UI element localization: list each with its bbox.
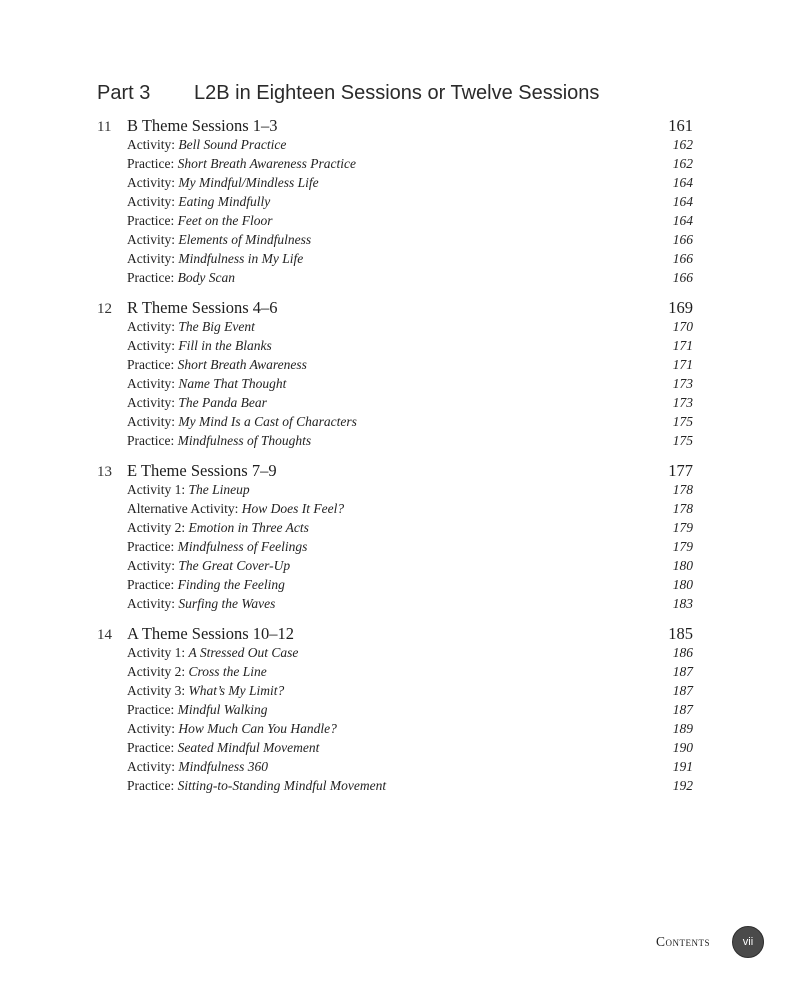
entry-title: Eating Mindfully — [178, 194, 271, 209]
entry-text — [127, 175, 633, 191]
toc-entry[interactable] — [97, 778, 693, 797]
entry-text — [127, 702, 633, 718]
entry-text — [127, 539, 633, 555]
toc-entry[interactable] — [97, 645, 693, 664]
entry-text — [127, 433, 633, 449]
toc-entry[interactable] — [97, 596, 693, 615]
entry-title: Mindfulness in My Life — [178, 251, 304, 266]
entry-type-label: Activity: — [127, 721, 175, 736]
entry-title: Finding the Feeling — [177, 577, 285, 592]
chapter-block — [97, 298, 693, 452]
toc-entry[interactable] — [97, 702, 693, 721]
toc-entry[interactable] — [97, 577, 693, 596]
entry-title: My Mindful/Mindless Life — [178, 175, 319, 190]
toc-entry[interactable] — [97, 683, 693, 702]
entry-type-label: Activity: — [127, 137, 175, 152]
entry-title: Short Breath Awareness Practice — [177, 156, 356, 171]
toc-entry[interactable] — [97, 482, 693, 501]
entry-title: Emotion in Three Acts — [188, 520, 309, 535]
toc-entry[interactable] — [97, 270, 693, 289]
entry-title: Elements of Mindfulness — [178, 232, 312, 247]
chapter-heading[interactable] — [97, 624, 693, 645]
toc-entry[interactable] — [97, 175, 693, 194]
entry-text — [127, 319, 633, 335]
entry-type-label: Activity: — [127, 376, 175, 391]
chapter-page-number: 177 — [668, 461, 693, 480]
entry-title: Cross the Line — [188, 664, 267, 679]
entry-page-number: 175 — [672, 433, 693, 448]
toc-entry[interactable] — [97, 520, 693, 539]
chapter-number: 11 — [97, 119, 112, 135]
entry-page-number: 173 — [672, 376, 693, 391]
chapter-number: 12 — [97, 301, 112, 317]
entry-title: A Stressed Out Case — [188, 645, 299, 660]
page-footer — [656, 926, 764, 958]
entry-page-number: 183 — [672, 596, 693, 611]
entry-type-label: Activity: — [127, 395, 175, 410]
chapter-number: 14 — [97, 627, 112, 643]
chapter-title: B Theme Sessions 1–3 — [127, 116, 278, 135]
entry-title: The Lineup — [188, 482, 250, 497]
entry-title: Surfing the Waves — [178, 596, 276, 611]
entry-type-label: Practice: — [127, 213, 175, 228]
chapter-block — [97, 116, 693, 289]
entry-page-number: 179 — [672, 520, 693, 535]
entry-type-label: Activity: — [127, 558, 175, 573]
entry-title: Short Breath Awareness — [177, 357, 307, 372]
entry-type-label: Practice: — [127, 577, 175, 592]
entry-text — [127, 414, 633, 430]
entry-page-number: 192 — [672, 778, 693, 793]
entry-type-label: Practice: — [127, 740, 175, 755]
entry-title: The Panda Bear — [178, 395, 267, 410]
entry-type-label: Activity 1: — [127, 645, 186, 660]
toc-entry[interactable] — [97, 395, 693, 414]
entry-text — [127, 376, 633, 392]
chapter-title: A Theme Sessions 10–12 — [127, 624, 294, 643]
toc-entry[interactable] — [97, 721, 693, 740]
entry-type-label: Activity: — [127, 596, 175, 611]
entry-text — [127, 270, 633, 286]
toc-entry[interactable] — [97, 156, 693, 175]
entry-page-number: 162 — [672, 156, 693, 171]
entry-text — [127, 645, 633, 661]
entry-type-label: Practice: — [127, 357, 175, 372]
entry-text — [127, 137, 633, 153]
chapter-block — [97, 461, 693, 615]
chapter-page-number: 169 — [668, 298, 693, 317]
entry-type-label: Activity 3: — [127, 683, 186, 698]
entry-text — [127, 740, 633, 756]
entry-page-number: 164 — [672, 175, 693, 190]
entry-title: Feet on the Floor — [177, 213, 273, 228]
entry-title: Sitting-to-Standing Mindful Movement — [177, 778, 387, 793]
part-label: Part 3 — [97, 82, 151, 104]
toc-entry[interactable] — [97, 539, 693, 558]
entry-text — [127, 156, 633, 172]
entry-page-number: 166 — [672, 232, 693, 247]
entry-title: The Great Cover-Up — [178, 558, 291, 573]
entry-page-number: 164 — [672, 213, 693, 228]
entry-text — [127, 721, 633, 737]
entry-title: Seated Mindful Movement — [177, 740, 320, 755]
entry-text — [127, 232, 633, 248]
entry-text — [127, 520, 633, 536]
entry-page-number: 191 — [672, 759, 693, 774]
entry-type-label: Practice: — [127, 702, 175, 717]
entry-page-number: 164 — [672, 194, 693, 209]
entry-title: Name That Thought — [178, 376, 287, 391]
chapter-block — [97, 624, 693, 797]
toc-entry[interactable] — [97, 759, 693, 778]
toc-entry[interactable] — [97, 414, 693, 433]
toc-entry[interactable] — [97, 251, 693, 270]
entry-text — [127, 558, 633, 574]
entry-text — [127, 251, 633, 267]
entry-type-label: Activity: — [127, 232, 175, 247]
entry-title: What’s My Limit? — [188, 683, 285, 698]
entry-title: Body Scan — [177, 270, 235, 285]
entry-type-label: Practice: — [127, 270, 175, 285]
chapter-page-number: 185 — [668, 624, 693, 643]
entry-page-number: 171 — [672, 338, 693, 353]
entry-text — [127, 596, 633, 612]
entry-page-number: 178 — [672, 482, 693, 497]
entry-page-number: 178 — [672, 501, 693, 516]
entry-text — [127, 213, 633, 229]
entry-title: Mindfulness of Thoughts — [177, 433, 312, 448]
chapter-number: 13 — [97, 464, 112, 480]
entry-type-label: Activity 1: — [127, 482, 186, 497]
entry-text — [127, 778, 633, 794]
entry-text — [127, 395, 633, 411]
toc-entry[interactable] — [97, 501, 693, 520]
entry-page-number: 189 — [672, 721, 693, 736]
footer-section-label: Contents — [655, 934, 710, 949]
entry-type-label: Activity: — [127, 251, 175, 266]
toc-entry[interactable] — [97, 558, 693, 577]
toc-entry[interactable] — [97, 664, 693, 683]
chapter-title: E Theme Sessions 7–9 — [127, 461, 277, 480]
entry-type-label: Activity: — [127, 194, 175, 209]
entry-title: The Big Event — [178, 319, 255, 334]
entry-type-label: Practice: — [127, 433, 175, 448]
entry-type-label: Activity: — [127, 414, 175, 429]
entry-page-number: 180 — [672, 558, 693, 573]
entry-page-number: 175 — [672, 414, 693, 429]
page-number-badge: vii — [732, 926, 764, 958]
entry-type-label: Activity: — [127, 759, 175, 774]
entry-text — [127, 759, 633, 775]
entry-text — [127, 194, 633, 210]
part-heading — [97, 82, 599, 105]
entry-page-number: 179 — [672, 539, 693, 554]
entry-page-number: 187 — [672, 683, 693, 698]
entry-page-number: 166 — [672, 251, 693, 266]
entry-type-label: Practice: — [127, 778, 175, 793]
entry-text — [127, 482, 633, 498]
entry-page-number: 173 — [672, 395, 693, 410]
entry-type-label: Practice: — [127, 156, 175, 171]
entry-type-label: Practice: — [127, 539, 175, 554]
entry-text — [127, 577, 633, 593]
entry-type-label: Activity: — [127, 175, 175, 190]
entry-text — [127, 357, 633, 373]
entry-title: How Much Can You Handle? — [178, 721, 337, 736]
chapter-heading[interactable] — [97, 116, 693, 137]
toc-entry[interactable] — [97, 194, 693, 213]
entry-title: Bell Sound Practice — [178, 137, 287, 152]
entry-page-number: 170 — [672, 319, 693, 334]
table-of-contents — [97, 116, 693, 806]
entry-title: Mindfulness of Feelings — [177, 539, 308, 554]
entry-page-number: 171 — [672, 357, 693, 372]
entry-page-number: 162 — [672, 137, 693, 152]
entry-title: Mindful Walking — [177, 702, 268, 717]
entry-text — [127, 664, 633, 680]
toc-entry[interactable] — [97, 740, 693, 759]
entry-page-number: 187 — [672, 664, 693, 679]
entry-text — [127, 683, 633, 699]
toc-entry[interactable] — [97, 213, 693, 232]
entry-title: Mindfulness 360 — [178, 759, 268, 774]
toc-entry[interactable] — [97, 232, 693, 251]
entry-text — [127, 338, 633, 354]
entry-title: My Mind Is a Cast of Characters — [178, 414, 357, 429]
entry-page-number: 187 — [672, 702, 693, 717]
toc-entry[interactable] — [97, 376, 693, 395]
chapter-heading[interactable] — [97, 298, 693, 319]
toc-entry[interactable] — [97, 338, 693, 357]
entry-text — [127, 501, 633, 517]
entry-type-label: Activity 2: — [127, 664, 186, 679]
entry-title: How Does It Feel? — [241, 501, 345, 516]
entry-type-label: Alternative Activity: — [127, 501, 239, 516]
entry-page-number: 180 — [672, 577, 693, 592]
chapter-title: R Theme Sessions 4–6 — [127, 298, 278, 317]
entry-type-label: Activity: — [127, 338, 175, 353]
toc-entry[interactable] — [97, 357, 693, 376]
chapter-heading[interactable] — [97, 461, 693, 482]
toc-entry[interactable] — [97, 319, 693, 338]
part-title: L2B in Eighteen Sessions or Twelve Sessions — [194, 82, 600, 104]
toc-entry[interactable] — [97, 137, 693, 156]
entry-page-number: 166 — [672, 270, 693, 285]
entry-type-label: Activity 2: — [127, 520, 186, 535]
entry-page-number: 190 — [672, 740, 693, 755]
chapter-page-number: 161 — [668, 116, 693, 135]
toc-entry[interactable] — [97, 433, 693, 452]
entry-title: Fill in the Blanks — [178, 338, 272, 353]
entry-type-label: Activity: — [127, 319, 175, 334]
entry-page-number: 186 — [672, 645, 693, 660]
